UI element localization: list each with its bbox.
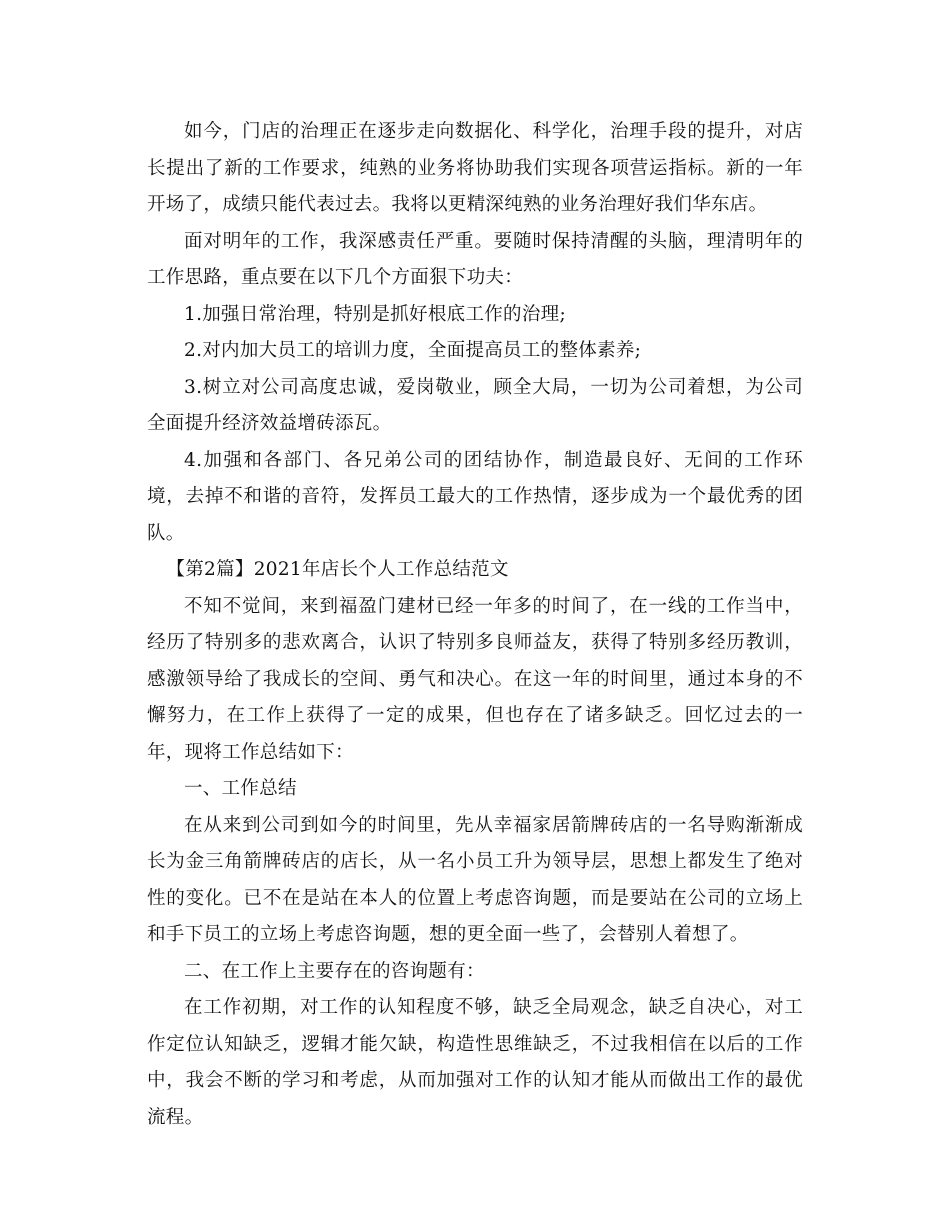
subheading-work-summary: 一、工作总结 — [184, 778, 297, 799]
list-item-1: 1.加强日常治理，特别是抓好根底工作的治理; — [184, 303, 566, 325]
list-item-3: 3.树立对公司高度忠诚，爱岗敬业，顾全大局，一切为公司着想，为公司全面提升经济效益增砖添瓦。 — [147, 376, 803, 434]
paragraph-problems: 在工作初期，对工作的认知程度不够，缺乏全局观念，缺乏自决心，对工作定位认知缺乏，逻辑才能欠缺，构造性思维缺乏，不过我相信在以后的工作中，我会不断的学习和考虑，从而加强对工作的认知才能从而做出工作的最优流程。 — [147, 997, 803, 1128]
paragraph-work-summary: 在从来到公司到如今的时间里，先从幸福家居箭牌砖店的一名导购渐渐成长为金三角箭牌砖店的店长，从一名小员工升为领导层，思想上都发生了绝对性的变化。已不在是站在本人的位置上考虑咨询题，而是要站在公司的立场上和手下员工的立场上考虑咨询题，想的更全面一些了，会替别人着想了。 — [147, 814, 803, 945]
paragraph-next-year-work: 面对明年的工作，我深感责任严重。要随时保持清醒的头脑，理清明年的工作思路，重点要在以下几个方面狠下功夫： — [147, 230, 803, 288]
subheading-problems: 二、在工作上主要存在的咨询题有： — [184, 960, 485, 982]
section-title: 【第2篇】2021年店长个人工作总结范文 — [166, 559, 509, 580]
list-item-2: 2.对内加大员工的培训力度，全面提高员工的整体素养; — [184, 340, 642, 361]
document-body — [147, 114, 803, 1136]
list-item-4: 4.加强和各部门、各兄弟公司的团结协作，制造最良好、无间的工作环境，去掉不和谐的音符，发挥员工最大的工作热情，逐步成为一个最优秀的团队。 — [147, 449, 803, 544]
paragraph-intro: 不知不觉间，来到福盈门建材已经一年多的时间了，在一线的工作当中，经历了特别多的悲欢离合，认识了特别多良师益友，获得了特别多经历教训，感激领导给了我成长的空间、勇气和决心。在这一年的时间里，通过本身的不懈努力，在工作上获得了一定的成果，但也存在了诸多缺乏。回忆过去的一年，现将工作总结如下： — [147, 595, 803, 763]
paragraph-digitalization: 如今，门店的治理正在逐步走向数据化、科学化，治理手段的提升，对店长提出了新的工作要求，纯熟的业务将协助我们实现各项营运指标。新的一年开场了，成绩只能代表过去。我将以更精深纯熟的业务治理好我们华东店。 — [147, 121, 803, 215]
